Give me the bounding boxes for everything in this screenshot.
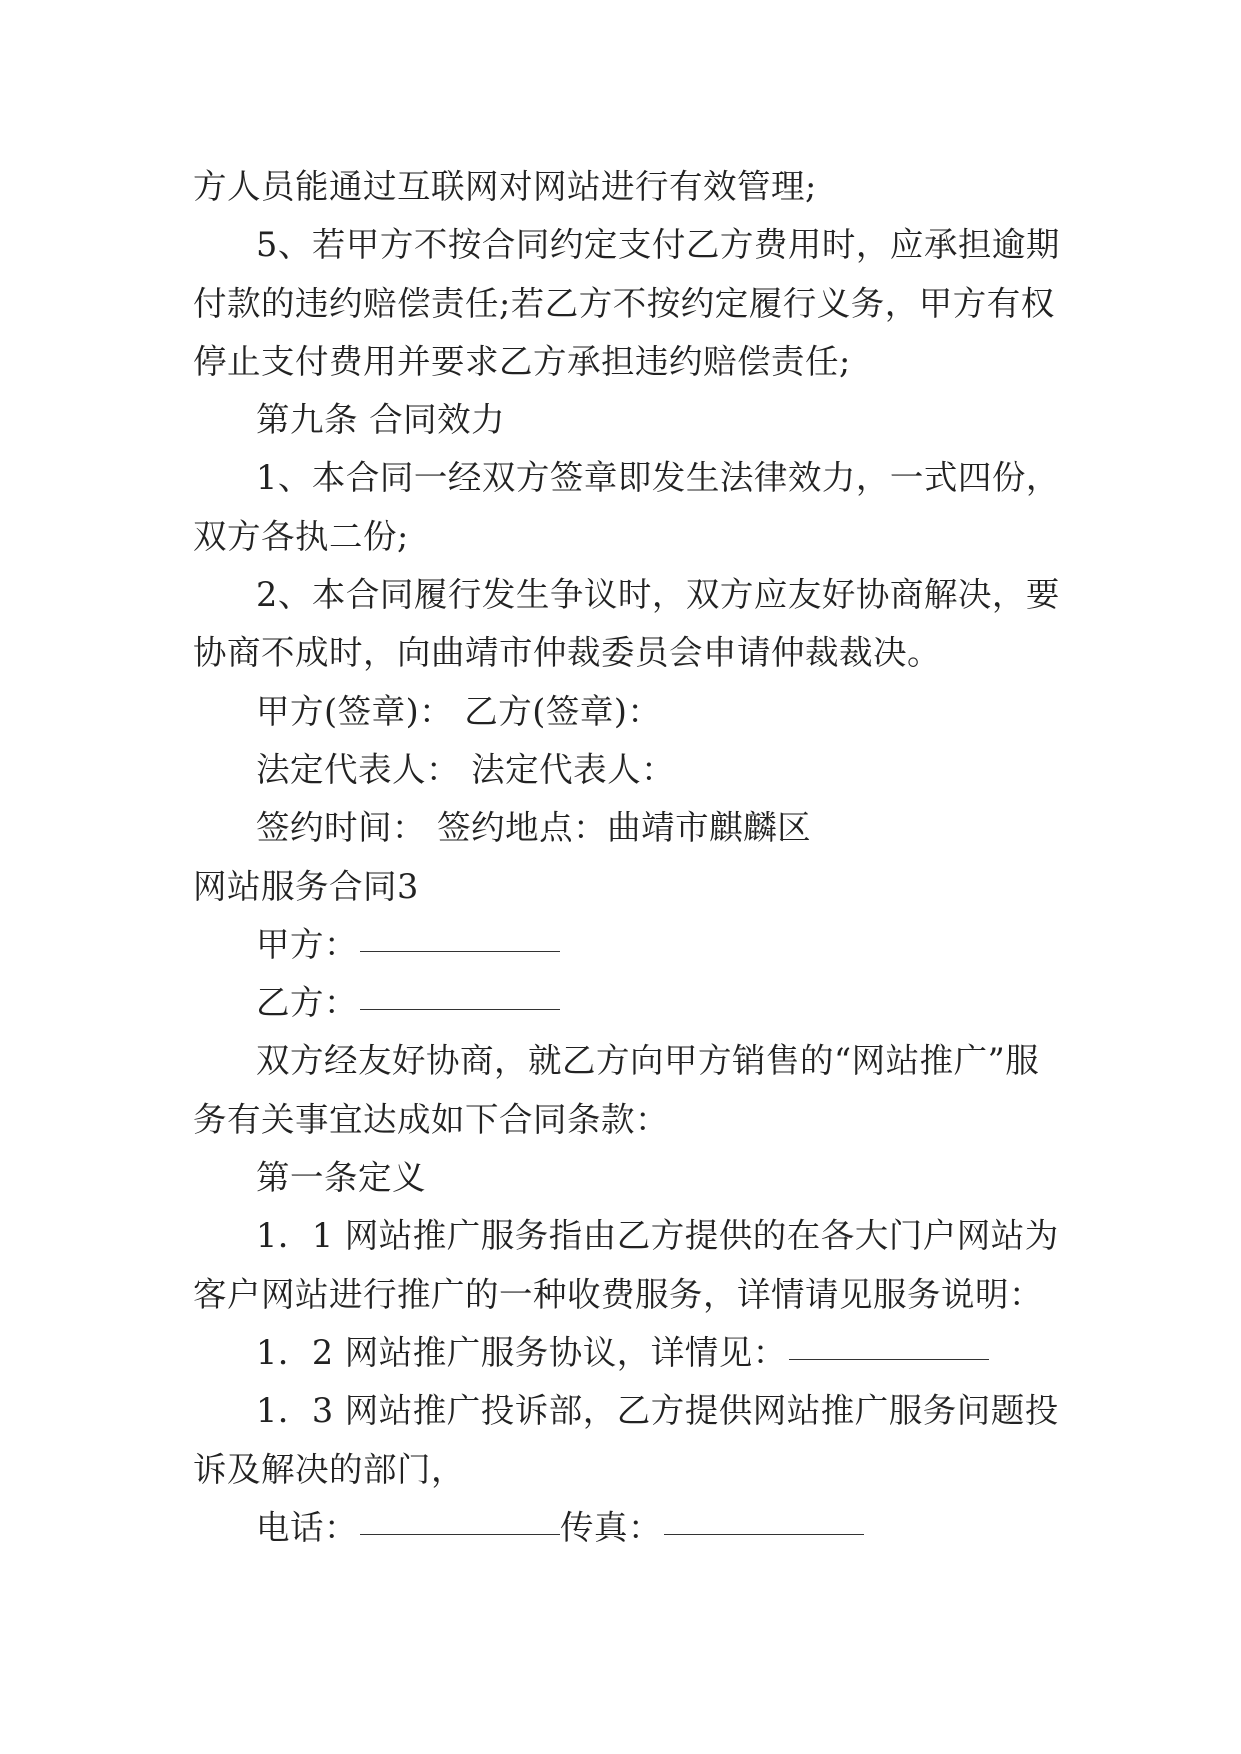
party-a-label: 甲方： xyxy=(256,924,358,964)
agreement-blank xyxy=(789,1358,989,1360)
text-line: 双方各执二份; xyxy=(193,516,409,556)
fax-label: 传真： xyxy=(560,1507,662,1547)
legal-representative-line: 法定代表人： 法定代表人： xyxy=(256,749,676,789)
party-a-line xyxy=(193,916,1049,974)
clause-5-line: 5、若甲方不按合同约定支付乙方费用时，应承担逾期 xyxy=(256,225,1060,265)
text-line: 付款的违约赔偿责任;若乙方不按约定履行义务，甲方有权 xyxy=(193,283,1055,323)
article-9-heading: 第九条 合同效力 xyxy=(256,400,506,440)
party-b-label: 乙方： xyxy=(256,983,358,1023)
text-line: 客户网站进行推广的一种收费服务，详情请见服务说明： xyxy=(193,1274,1043,1314)
party-b-line xyxy=(193,974,1049,1032)
party-a-blank xyxy=(360,950,560,952)
text-line: 协商不成时，向曲靖市仲裁委员会申请仲裁裁决。 xyxy=(193,633,941,673)
phone-blank xyxy=(360,1533,560,1535)
phone-fax-line xyxy=(193,1499,1049,1557)
clause-2-line: 2、本合同履行发生争议时，双方应友好协商解决，要 xyxy=(256,575,1060,615)
definition-1-1-line: 1．1 网站推广服务指由乙方提供的在各大门户网站为 xyxy=(256,1216,1059,1256)
definition-1-3-line: 1．3 网站推广投诉部，乙方提供网站推广服务问题投 xyxy=(256,1391,1059,1431)
definition-1-2-line xyxy=(193,1324,1049,1382)
preamble-line: 双方经友好协商，就乙方向甲方销售的“网站推广”服 xyxy=(256,1041,1040,1081)
signing-time-place-line: 签约时间： 签约地点：曲靖市麒麟区 xyxy=(256,808,812,848)
text-line: 停止支付费用并要求乙方承担违约赔偿责任; xyxy=(193,341,851,381)
fax-blank xyxy=(664,1533,864,1535)
phone-label: 电话： xyxy=(256,1507,358,1547)
text-line: 务有关事宜达成如下合同条款： xyxy=(193,1099,669,1139)
contract-body xyxy=(193,158,1060,1557)
contract-3-title: 网站服务合同3 xyxy=(193,866,419,906)
definition-1-2-text: 1．2 网站推广服务协议，详情见： xyxy=(256,1332,787,1372)
clause-1-line: 1、本合同一经双方签章即发生法律效力，一式四份， xyxy=(256,458,1060,498)
text-line: 方人员能通过互联网对网站进行有效管理; xyxy=(193,167,817,206)
party-b-blank xyxy=(360,1008,560,1010)
text-line: 诉及解决的部门， xyxy=(193,1449,465,1489)
signature-parties-line: 甲方(签章)： 乙方(签章)： xyxy=(256,691,662,731)
article-1-heading: 第一条定义 xyxy=(256,1158,426,1198)
